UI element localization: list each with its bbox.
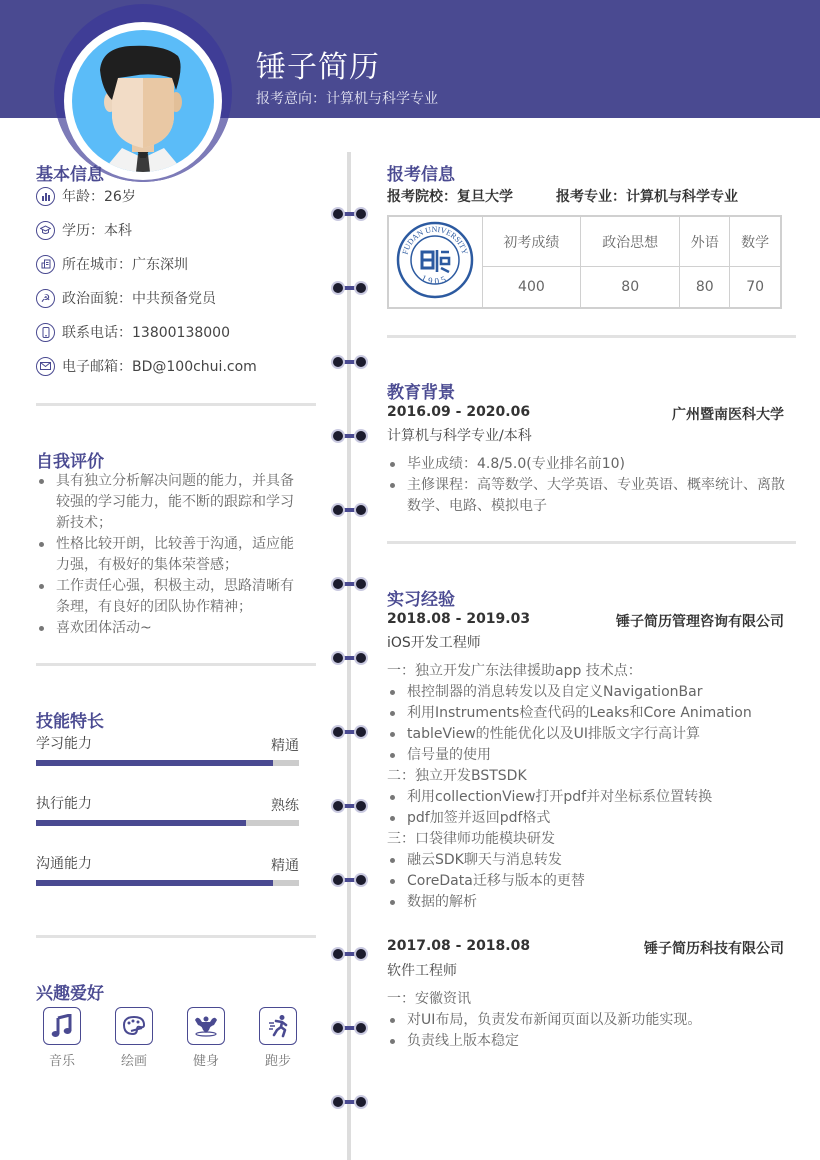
job-role: iOS开发工程师 (387, 635, 481, 651)
list-item: 毕业成绩：4.8/5.0(专业排名前10) (387, 454, 787, 475)
binder-ring-icon (333, 727, 366, 737)
list-item: 根控制器的消息转发以及自定义NavigationBar (387, 682, 797, 703)
section-title-application: 报考信息 (387, 165, 455, 185)
fudan-logo (388, 216, 482, 308)
job-details (387, 989, 797, 1052)
section-title-skills: 技能特长 (36, 712, 104, 732)
list-item: CoreData迁移与版本的更替 (387, 871, 797, 892)
section-title-basic-info: 基本信息 (36, 165, 104, 185)
binder-ring-icon (333, 949, 366, 959)
score-header: 外语 (680, 216, 730, 267)
job-company: 锤子简历管理咨询有限公司 (616, 614, 784, 630)
svg-text:FUDAN UNIVERSITY: FUDAN UNIVERSITY (400, 224, 470, 256)
section-title-education: 教育背景 (387, 383, 455, 403)
score-header: 数学 (730, 216, 781, 267)
section-title-internship: 实习经验 (387, 590, 455, 610)
hobby-label: 跑步 (264, 1054, 291, 1069)
list-item: 性格比较开朗，比较善于沟通，适应能力强，有极好的集体荣誉感； (36, 534, 306, 576)
target-school: 报考院校：复旦大学 (387, 189, 513, 205)
section-divider (36, 403, 316, 406)
list-item: 一：独立开发广东法律援助app 技术点： (387, 663, 642, 679)
application-intent: 报考意向：计算机与科学专业 (256, 91, 438, 107)
skill-name: 执行能力 (36, 796, 92, 812)
phone-icon (36, 323, 55, 342)
section-divider (36, 663, 316, 666)
list-item: 对UI布局，负责发布新闻页面以及新功能实现。 (387, 1010, 797, 1031)
education-details (387, 454, 787, 517)
section-divider (36, 935, 316, 938)
list-item: 具有独立分析解决问题的能力，并具备较强的学习能力，能不断的跟踪和学习新技术； (36, 471, 306, 534)
party-emblem-icon: ☭ (36, 289, 55, 308)
person-avatar-icon (72, 30, 214, 172)
info-education (36, 220, 132, 240)
info-city-text: 所在城市：广东深圳 (62, 257, 188, 273)
score-header: 政治思想 (581, 216, 680, 267)
graduation-cap-icon (36, 221, 55, 240)
building-icon (36, 255, 55, 274)
target-major: 报考专业：计算机与科学专业 (556, 189, 738, 205)
skill-progress-bar (36, 880, 299, 886)
info-education-text: 学历：本科 (62, 223, 132, 239)
skill-level: 精通 (271, 738, 299, 754)
skill-name: 学习能力 (36, 736, 92, 752)
hobby-painting (115, 1007, 153, 1069)
info-email-text: 电子邮箱：BD@100chui.com (62, 359, 257, 375)
job-role: 软件工程师 (387, 963, 457, 979)
avatar (64, 22, 222, 180)
binder-ring-icon (333, 653, 366, 663)
binder-ring-icon (333, 1023, 366, 1033)
list-item: 信号量的使用 (387, 745, 797, 766)
list-item: 利用Instruments检查代码的Leaks和Core Animation (387, 703, 797, 724)
list-item: 数据的解析 (387, 892, 797, 913)
score-table (387, 215, 782, 309)
binder-ring-icon (333, 431, 366, 441)
chart-icon (36, 187, 55, 206)
section-title-hobbies: 兴趣爱好 (36, 984, 104, 1004)
score-header: 初考成绩 (482, 216, 581, 267)
info-phone (36, 322, 230, 342)
self-evaluation-list (36, 471, 306, 639)
job-period: 2018.08 - 2019.03 (387, 611, 531, 627)
binder-ring-icon (333, 1097, 366, 1107)
binder-ring-icon (333, 505, 366, 515)
info-age-text: 年龄：26岁 (62, 189, 136, 205)
list-item: 工作责任心强，积极主动，思路清晰有条理，有良好的团队协作精神； (36, 576, 306, 618)
section-divider (387, 335, 796, 338)
score-value: 80 (581, 267, 680, 308)
skill-level: 熟练 (271, 798, 299, 814)
skill-progress-bar (36, 760, 299, 766)
score-value: 400 (482, 267, 581, 308)
info-city (36, 254, 188, 274)
resume-name: 锤子简历 (256, 50, 380, 85)
education-period: 2016.09 - 2020.06 (387, 404, 531, 420)
list-item: 二：独立开发BSTSDK (387, 768, 527, 784)
list-item: 一：安徽资讯 (387, 991, 471, 1007)
info-email (36, 356, 257, 376)
binder-ring-icon (333, 209, 366, 219)
section-divider (387, 541, 796, 544)
list-item: 融云SDK聊天与消息转发 (387, 850, 797, 871)
music-note-icon (43, 1007, 81, 1045)
info-age (36, 186, 136, 206)
palette-icon (115, 1007, 153, 1045)
info-political-status-text: 政治面貌：中共预备党员 (62, 291, 216, 307)
list-item: 负责线上版本稳定 (387, 1031, 797, 1052)
hobby-label: 音乐 (48, 1054, 75, 1069)
list-item: 喜欢团体活动~ (36, 618, 306, 639)
job-period: 2017.08 - 2018.08 (387, 938, 531, 954)
skill-name: 沟通能力 (36, 856, 92, 872)
score-value: 70 (730, 267, 781, 308)
list-item: tableView的性能优化以及UI排版文字行高计算 (387, 724, 797, 745)
education-major: 计算机与科学专业/本科 (387, 428, 532, 444)
skill-level: 精通 (271, 858, 299, 874)
hobby-music (43, 1007, 81, 1069)
info-phone-text: 联系电话：13800138000 (62, 325, 230, 341)
hobby-label: 绘画 (120, 1054, 147, 1069)
list-item: pdf加签并返回pdf格式 (387, 808, 797, 829)
binder-ring-icon (333, 579, 366, 589)
job-details (387, 661, 797, 913)
binder-ring-icon (333, 801, 366, 811)
education-school: 广州暨南医科大学 (672, 407, 784, 423)
info-political-status (36, 288, 216, 308)
section-title-self-evaluation: 自我评价 (36, 452, 104, 472)
university-seal-icon (395, 220, 475, 300)
list-item: 主修课程：高等数学、大学英语、专业英语、概率统计、离散数学、电路、模拟电子 (387, 475, 787, 517)
binder-ring-icon (333, 357, 366, 367)
binder-ring-icon (333, 283, 366, 293)
mail-icon (36, 357, 55, 376)
job-company: 锤子简历科技有限公司 (644, 941, 784, 957)
list-item: 三：口袋律师功能模块研发 (387, 831, 555, 847)
list-item: 利用collectionView打开pdf并对坐标系位置转换 (387, 787, 797, 808)
skill-progress-bar (36, 820, 299, 826)
binder-ring-icon (333, 875, 366, 885)
hobby-running (259, 1007, 297, 1069)
hobby-label: 健身 (192, 1054, 219, 1069)
running-icon (259, 1007, 297, 1045)
fitness-icon (187, 1007, 225, 1045)
hobby-fitness (187, 1007, 225, 1069)
score-value: 80 (680, 267, 730, 308)
svg-text:1905: 1905 (420, 272, 451, 287)
